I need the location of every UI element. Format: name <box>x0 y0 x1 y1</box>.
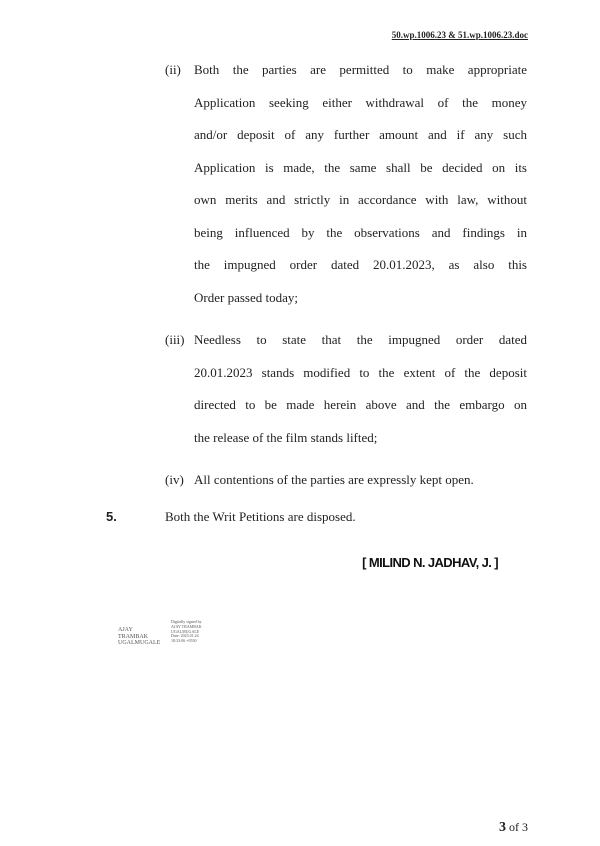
document-reference: 50.wp.1006.23 & 51.wp.1006.23.doc <box>391 30 528 40</box>
paragraph-text: Both the Writ Petitions are disposed. <box>165 509 356 524</box>
clause-number: (iv) <box>165 472 184 487</box>
clause-text <box>194 324 527 454</box>
judge-signature: [ MILIND N. JADHAV, J. ] <box>362 555 498 570</box>
text-line: 20.01.2023 stands modified to the extent of the deposit <box>194 364 527 380</box>
text-line: directed to be made herein above and the embargo on <box>194 397 527 412</box>
text-line: Order passed today; <box>194 289 298 305</box>
text-line: Application is made, the same shall be decided on its <box>194 159 527 175</box>
text-line: Application seeking either withdrawal of the money <box>194 94 527 110</box>
signer-name <box>118 627 160 647</box>
signer-name-line: TRAMBAK <box>118 633 149 640</box>
text-line: and/or deposit of any further amount and if any such <box>194 127 527 142</box>
paragraph-number: 5. <box>106 509 117 524</box>
text-line: the impugned order dated 20.01.2023, as also this <box>194 257 527 272</box>
page-number <box>499 820 528 836</box>
clause-iv <box>165 464 527 497</box>
signer-name-line: AJAY <box>118 627 133 633</box>
clause-iii <box>165 324 527 454</box>
text-line: being influenced by the observations and findings in <box>194 224 527 240</box>
signature-detail-line: Digitally signed by <box>171 619 202 624</box>
clause-text <box>194 464 527 497</box>
signature-detail-line: UGALMUGALE <box>171 628 200 634</box>
signature-detail-line: 18:33:06 +0530 <box>171 638 197 644</box>
current-page: 3 <box>499 820 506 835</box>
page-total: of 3 <box>509 820 528 834</box>
clause-number: (ii) <box>165 62 181 77</box>
clause-number: (iii) <box>165 332 185 347</box>
signer-name-line: UGALMUGALE <box>118 640 161 647</box>
text-line: Needless to state that the impugned order dated <box>194 332 527 347</box>
text-line: All contentions of the parties are expressly kept open. <box>194 472 474 487</box>
clause-text <box>194 54 527 314</box>
clause-ii <box>165 54 527 314</box>
signature-detail-line: AJAY TRAMBAK <box>171 623 202 629</box>
signature-detail-line: Date: 2023.01.24 <box>171 633 199 639</box>
text-line: own merits and strictly in accordance with law, without <box>194 192 527 207</box>
text-line: the release of the film stands lifted; <box>194 429 378 445</box>
text-line: Both the parties are permitted to make appropriate <box>194 62 527 77</box>
signature-details <box>171 620 202 644</box>
